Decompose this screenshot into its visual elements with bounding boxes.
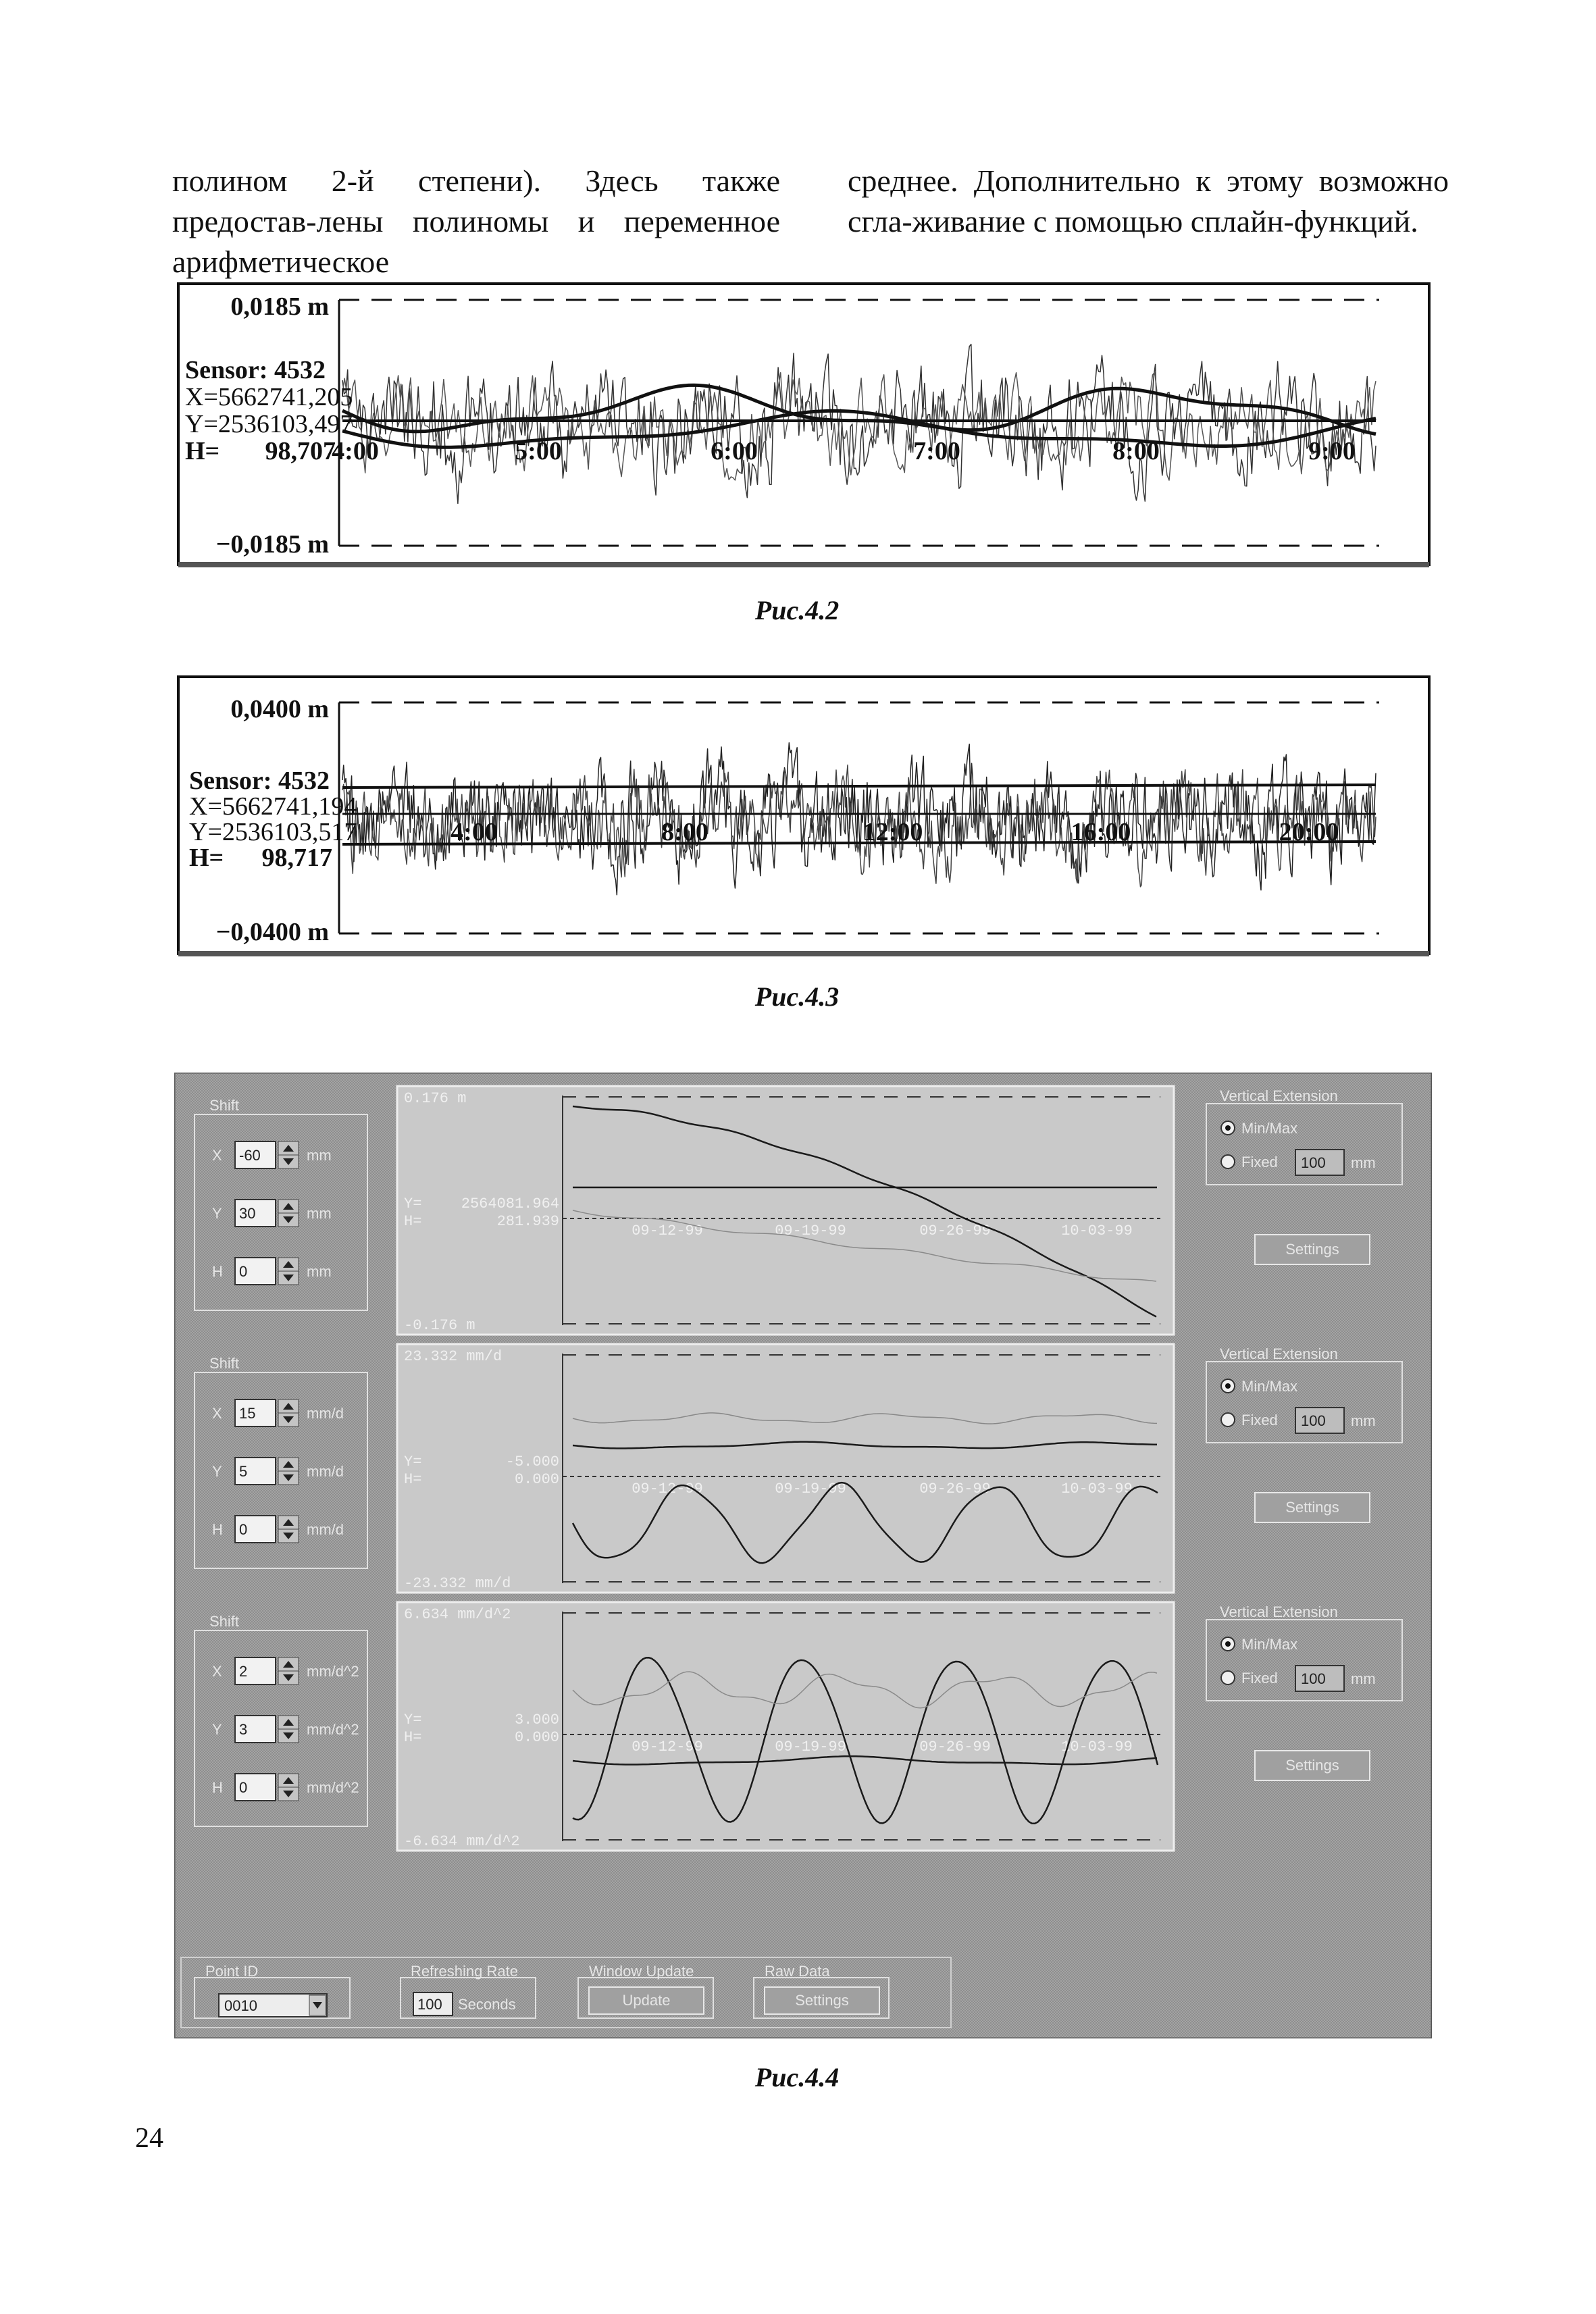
fig42-chart	[177, 282, 1431, 573]
plot-date-label: 09-12-99	[632, 1481, 703, 1497]
radio-dot-icon	[1225, 1125, 1231, 1131]
plot-ymax: 0.176 m	[404, 1090, 467, 1107]
shift-x-value: -60	[239, 1147, 261, 1164]
fig42-time-6: 9:00	[1308, 437, 1356, 465]
fixed-value: 100	[1301, 1154, 1326, 1171]
plot-y-value: -5.000	[505, 1454, 559, 1470]
fig42-time-1: 4:00	[332, 437, 379, 465]
fixed-label: Fixed	[1241, 1154, 1278, 1171]
shift-x-label: X	[212, 1405, 222, 1422]
page-number: 24	[135, 2123, 163, 2154]
shift-y-value: 5	[239, 1463, 248, 1480]
shift-unit: mm	[307, 1263, 332, 1280]
point-id-value: 0010	[224, 1997, 257, 2014]
fixed-unit: mm	[1351, 1154, 1376, 1171]
shift-y-value: 30	[239, 1205, 256, 1222]
fixed-value: 100	[1301, 1412, 1326, 1429]
shift-unit: mm/d^2	[307, 1779, 359, 1796]
fig43-h-value: 98,717	[261, 844, 332, 872]
refresh-unit: Seconds	[458, 1996, 516, 2013]
raw-data-settings-label: Settings	[795, 1992, 849, 2009]
shift-y-label: Y	[212, 1205, 222, 1222]
fig43-h-label: H=	[189, 844, 224, 872]
plot-date-label: 10-03-99	[1061, 1739, 1133, 1755]
figure-4-2	[177, 282, 1431, 573]
plot-date-label: 10-03-99	[1061, 1481, 1133, 1497]
fig43-x: X=5662741,194	[189, 792, 357, 821]
fig42-x: X=5662741,205	[185, 383, 353, 411]
plot-h-label: H=	[404, 1471, 422, 1488]
plot-date-label: 09-26-99	[919, 1481, 991, 1497]
fig43-time-2: 8:00	[661, 818, 709, 846]
radio-dot-icon	[1225, 1641, 1231, 1647]
fixed-label: Fixed	[1241, 1670, 1278, 1687]
shift-unit: mm/d^2	[307, 1721, 359, 1738]
plot-y-label: Y=	[404, 1712, 422, 1728]
plot-area	[397, 1602, 1174, 1851]
fig43-time-5: 20:00	[1279, 818, 1339, 846]
fig43-y: Y=2536103,517	[189, 818, 357, 846]
shift-y-label: Y	[212, 1463, 222, 1480]
plot-y-value: 3.000	[514, 1712, 559, 1728]
plot-date-label: 10-03-99	[1061, 1223, 1133, 1239]
fig43-ymin: −0,0400 m	[215, 918, 329, 946]
shift-x-label: X	[212, 1663, 222, 1680]
settings-button-label: Settings	[1285, 1499, 1339, 1516]
fixed-unit: mm	[1351, 1670, 1376, 1687]
shift-y-label: Y	[212, 1721, 222, 1738]
minmax-label: Min/Max	[1241, 1636, 1298, 1653]
shift-x-value: 15	[239, 1405, 256, 1422]
plot-ymax: 23.332 mm/d	[404, 1348, 503, 1365]
vertical-extension-title: Vertical Extension	[1220, 1087, 1338, 1104]
fig42-time-2: 5:00	[515, 437, 562, 465]
fig44-caption: Рис.4.4	[754, 2062, 840, 2092]
shift-title: Shift	[209, 1613, 240, 1630]
update-button-label: Update	[622, 1992, 671, 2009]
plot-h-value: 0.000	[514, 1729, 559, 1746]
fig42-time-4: 7:00	[913, 437, 960, 465]
plot-h-label: H=	[404, 1213, 422, 1230]
left-paragraph: полином 2-й степени). Здесь также предостав-лены полиномы и переменное арифметическое	[172, 163, 780, 279]
fixed-unit: mm	[1351, 1412, 1376, 1429]
window-update-title: Window Update	[589, 1963, 694, 1980]
figure-4-4	[174, 1073, 1432, 2038]
fixed-radio[interactable]	[1221, 1155, 1235, 1168]
shift-title: Shift	[209, 1355, 240, 1372]
fig42-y: Y=2536103,497	[185, 410, 353, 438]
plot-ymax: 6.634 mm/d^2	[404, 1606, 511, 1623]
shift-x-label: X	[212, 1147, 222, 1164]
shift-unit: mm	[307, 1205, 332, 1222]
fig43-time-3: 12:00	[863, 818, 923, 846]
point-id-title: Point ID	[205, 1963, 259, 1980]
fig43-chart	[177, 675, 1431, 959]
window-update-group	[578, 1963, 713, 2018]
fixed-radio[interactable]	[1221, 1413, 1235, 1426]
fig42-h-label: H=	[185, 437, 220, 465]
fig42-time-5: 8:00	[1112, 437, 1160, 465]
fig42-h-value: 98,707	[265, 437, 336, 465]
settings-button-label: Settings	[1285, 1241, 1339, 1258]
fig42-caption: Рис.4.2	[754, 595, 840, 625]
fixed-value: 100	[1301, 1670, 1326, 1687]
shift-h-label: H	[212, 1779, 223, 1796]
plot-ymin: -0.176 m	[404, 1317, 475, 1334]
refresh-value: 100	[417, 1996, 442, 2013]
plot-date-label: 09-26-99	[919, 1223, 991, 1239]
fig43-caption: Рис.4.3	[754, 981, 840, 1012]
radio-dot-icon	[1225, 1383, 1231, 1389]
shift-y-value: 3	[239, 1721, 248, 1738]
shift-unit: mm/d	[307, 1521, 344, 1538]
plot-date-label: 09-19-99	[775, 1739, 846, 1755]
fig43-time-4: 16:00	[1071, 818, 1131, 846]
plot-h-value: 0.000	[514, 1471, 559, 1488]
fig42-time-3: 6:00	[711, 437, 758, 465]
shift-h-value: 0	[239, 1263, 248, 1280]
vertical-extension-title: Vertical Extension	[1220, 1345, 1338, 1362]
plot-date-label: 09-12-99	[632, 1739, 703, 1755]
figure-4-3	[177, 675, 1431, 959]
plot-y-value: 2564081.964	[461, 1195, 559, 1212]
plot-ymin: -23.332 mm/d	[404, 1575, 511, 1592]
fig43-ymax: 0,0400 m	[230, 695, 329, 723]
plot-ymin: -6.634 mm/d^2	[404, 1833, 520, 1850]
plot-y-label: Y=	[404, 1454, 422, 1470]
settings-button-label: Settings	[1285, 1757, 1339, 1774]
shift-unit: mm/d	[307, 1405, 344, 1422]
plot-y-label: Y=	[404, 1195, 422, 1212]
fig42-ymin: −0,0185 m	[215, 530, 329, 559]
shift-unit: mm/d^2	[307, 1663, 359, 1680]
shift-h-label: H	[212, 1521, 223, 1538]
shift-title: Shift	[209, 1097, 240, 1114]
fig43-time-1: 4:00	[451, 818, 498, 846]
minmax-label: Min/Max	[1241, 1120, 1298, 1137]
shift-h-label: H	[212, 1263, 223, 1280]
shift-h-value: 0	[239, 1779, 248, 1796]
plot-date-label: 09-12-99	[632, 1223, 703, 1239]
shift-unit: mm/d	[307, 1463, 344, 1480]
fig42-ymax: 0,0185 m	[230, 292, 329, 321]
shift-h-value: 0	[239, 1521, 248, 1538]
plot-h-value: 281.939	[496, 1213, 559, 1230]
plot-date-label: 09-19-99	[775, 1481, 846, 1497]
shift-x-value: 2	[239, 1663, 248, 1680]
vertical-extension-title: Vertical Extension	[1220, 1603, 1338, 1620]
plot-h-label: H=	[404, 1729, 422, 1746]
fig42-sensor: Sensor: 4532	[185, 356, 326, 384]
fixed-radio[interactable]	[1221, 1671, 1235, 1685]
plot-date-label: 09-26-99	[919, 1739, 991, 1755]
raw-data-title: Raw Data	[765, 1963, 830, 1980]
refresh-title: Refreshing Rate	[411, 1963, 518, 1980]
right-paragraph: среднее. Дополнительно к этому возможно сгла-живание с помощью сплайн-функций.	[848, 163, 1449, 238]
fixed-label: Fixed	[1241, 1412, 1278, 1429]
minmax-label: Min/Max	[1241, 1378, 1298, 1395]
monitor-window	[174, 1073, 1432, 2038]
fig43-sensor: Sensor: 4532	[189, 767, 330, 795]
shift-unit: mm	[307, 1147, 332, 1164]
plot-date-label: 09-19-99	[775, 1223, 846, 1239]
